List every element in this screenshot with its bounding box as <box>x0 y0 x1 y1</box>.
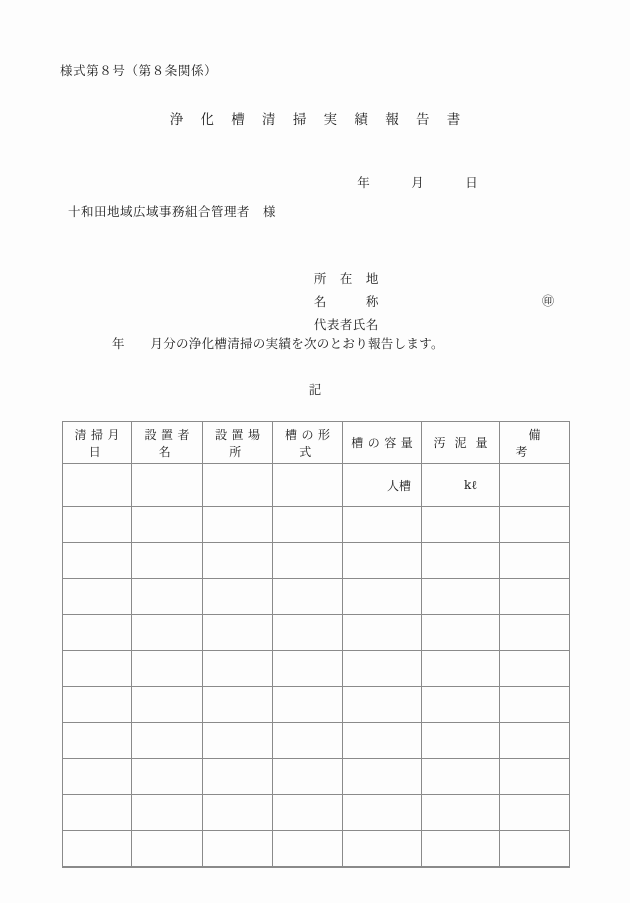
table-row <box>63 507 570 543</box>
cell-installer-name[interactable] <box>132 579 203 615</box>
cell-installer-name[interactable] <box>132 795 203 831</box>
cell-tank-capacity[interactable] <box>343 723 422 759</box>
table-row <box>63 831 570 868</box>
cell-remarks[interactable] <box>500 795 570 831</box>
cell-installation-site[interactable] <box>203 464 273 507</box>
cell-installation-site[interactable] <box>203 723 273 759</box>
cell-sludge-amount[interactable] <box>422 687 500 723</box>
cell-cleaning-date[interactable] <box>63 723 132 759</box>
table-row <box>63 795 570 831</box>
cell-installer-name[interactable] <box>132 543 203 579</box>
cell-tank-type[interactable] <box>273 651 343 687</box>
column-header-tank-capacity <box>343 422 422 464</box>
cell-remarks[interactable] <box>500 831 570 868</box>
cell-cleaning-date[interactable] <box>63 543 132 579</box>
cell-tank-capacity[interactable] <box>343 759 422 795</box>
cell-remarks[interactable] <box>500 615 570 651</box>
reporter-address-label: 所 在 地 <box>313 271 379 286</box>
cell-tank-capacity[interactable] <box>343 579 422 615</box>
cell-tank-type[interactable] <box>273 831 343 868</box>
cell-remarks[interactable] <box>500 579 570 615</box>
cell-tank-type[interactable] <box>273 759 343 795</box>
column-header-tank-type-label: 槽の形式 <box>284 427 335 459</box>
unit-label-sludge: kℓ <box>463 477 477 492</box>
cell-tank-type[interactable] <box>273 543 343 579</box>
column-header-installer-name <box>132 422 203 464</box>
cell-remarks[interactable] <box>500 464 570 507</box>
cell-installer-name[interactable] <box>132 507 203 543</box>
cell-sludge-amount[interactable] <box>422 579 500 615</box>
cell-tank-type[interactable] <box>273 507 343 543</box>
table-row <box>63 543 570 579</box>
cell-installation-site[interactable] <box>203 651 273 687</box>
cell-installer-name[interactable] <box>132 651 203 687</box>
cell-tank-capacity[interactable] <box>343 464 422 507</box>
cell-tank-capacity[interactable] <box>343 687 422 723</box>
cleaning-record-table <box>62 421 570 868</box>
cell-tank-capacity[interactable] <box>343 543 422 579</box>
addressee: 十和田地域広域事務組合管理者 様 <box>68 204 277 219</box>
date-line-text: 年 月 日 <box>357 175 479 190</box>
cell-installer-name[interactable] <box>132 615 203 651</box>
reporter-block <box>290 244 555 332</box>
cell-remarks[interactable] <box>500 543 570 579</box>
cell-cleaning-date[interactable] <box>63 795 132 831</box>
page-title: 浄 化 槽 清 掃 実 績 報 告 書 <box>169 112 467 128</box>
cell-cleaning-date[interactable] <box>63 615 132 651</box>
cell-tank-capacity[interactable] <box>343 795 422 831</box>
table-row <box>63 759 570 795</box>
column-header-installer-name-label: 設置者名 <box>144 427 194 459</box>
cell-installation-site[interactable] <box>203 579 273 615</box>
cell-sludge-amount[interactable] <box>422 723 500 759</box>
unit-label-capacity: 人槽 <box>386 478 411 493</box>
cell-tank-capacity[interactable] <box>343 507 422 543</box>
cell-tank-type[interactable] <box>273 795 343 831</box>
seal-icon: ㊞ <box>542 294 555 308</box>
cell-cleaning-date[interactable] <box>63 579 132 615</box>
table-row <box>63 687 570 723</box>
cell-remarks[interactable] <box>500 687 570 723</box>
cell-cleaning-date[interactable] <box>63 759 132 795</box>
cell-tank-capacity[interactable] <box>343 651 422 687</box>
cell-installation-site[interactable] <box>203 687 273 723</box>
cell-installation-site[interactable] <box>203 795 273 831</box>
column-header-installation-site-label: 設置場所 <box>214 427 265 459</box>
table-row <box>63 579 570 615</box>
cell-sludge-amount[interactable] <box>422 651 500 687</box>
cell-sludge-amount[interactable] <box>422 507 500 543</box>
reporter-name-label: 名 称 <box>313 294 379 309</box>
column-header-remarks <box>500 422 570 464</box>
cell-remarks[interactable] <box>500 759 570 795</box>
cell-tank-capacity[interactable] <box>343 831 422 868</box>
reporter-name-row <box>290 267 379 309</box>
cell-sludge-amount[interactable] <box>422 615 500 651</box>
reporter-representative-label: 代表者氏名 <box>313 317 379 332</box>
cell-cleaning-date[interactable] <box>63 651 132 687</box>
cell-installer-name[interactable] <box>132 464 203 507</box>
table-row <box>63 651 570 687</box>
cell-installation-site[interactable] <box>203 759 273 795</box>
cell-remarks[interactable] <box>500 723 570 759</box>
cell-sludge-amount[interactable] <box>422 759 500 795</box>
ki-mark: 記 <box>308 382 322 397</box>
cell-tank-type[interactable] <box>273 723 343 759</box>
cell-installer-name[interactable] <box>132 759 203 795</box>
reporter-representative-row <box>290 290 555 332</box>
cell-cleaning-date[interactable] <box>63 464 132 507</box>
reporter-address-row <box>290 244 379 286</box>
table-row <box>63 464 570 507</box>
column-header-remarks-label: 備考 <box>515 427 567 459</box>
cell-installer-name[interactable] <box>132 723 203 759</box>
table-body <box>63 464 570 868</box>
column-header-installation-site <box>203 422 273 464</box>
cell-sludge-amount[interactable] <box>422 464 500 507</box>
cell-sludge-amount[interactable] <box>422 831 500 868</box>
table-header-row <box>63 422 570 464</box>
cell-tank-type[interactable] <box>273 615 343 651</box>
cell-tank-capacity[interactable] <box>343 615 422 651</box>
cell-sludge-amount[interactable] <box>422 543 500 579</box>
cell-installation-site[interactable] <box>203 507 273 543</box>
cell-installation-site[interactable] <box>203 831 273 868</box>
cell-installer-name[interactable] <box>132 687 203 723</box>
column-header-cleaning-date-label: 清掃月日 <box>74 427 124 459</box>
cell-sludge-amount[interactable] <box>422 795 500 831</box>
cell-tank-type[interactable] <box>273 464 343 507</box>
cell-cleaning-date[interactable] <box>63 831 132 868</box>
cell-remarks[interactable] <box>500 507 570 543</box>
table-row <box>63 615 570 651</box>
column-header-cleaning-date <box>63 422 132 464</box>
cell-cleaning-date[interactable] <box>63 507 132 543</box>
cell-cleaning-date[interactable] <box>63 687 132 723</box>
column-header-tank-capacity-label: 槽の容量 <box>351 436 418 450</box>
form-number: 様式第８号（第８条関係） <box>60 63 218 78</box>
cell-installation-site[interactable] <box>203 543 273 579</box>
column-header-tank-type <box>273 422 343 464</box>
cell-tank-type[interactable] <box>273 579 343 615</box>
column-header-sludge-amount-label: 汚泥量 <box>433 436 497 450</box>
date-line <box>0 158 630 206</box>
cell-tank-type[interactable] <box>273 687 343 723</box>
column-header-sludge-amount <box>422 422 500 464</box>
cell-installation-site[interactable] <box>203 615 273 651</box>
cell-remarks[interactable] <box>500 651 570 687</box>
report-statement: 年 月分の浄化槽清掃の実績を次のとおり報告します。 <box>112 336 444 351</box>
cell-installer-name[interactable] <box>132 831 203 868</box>
table-row <box>63 723 570 759</box>
